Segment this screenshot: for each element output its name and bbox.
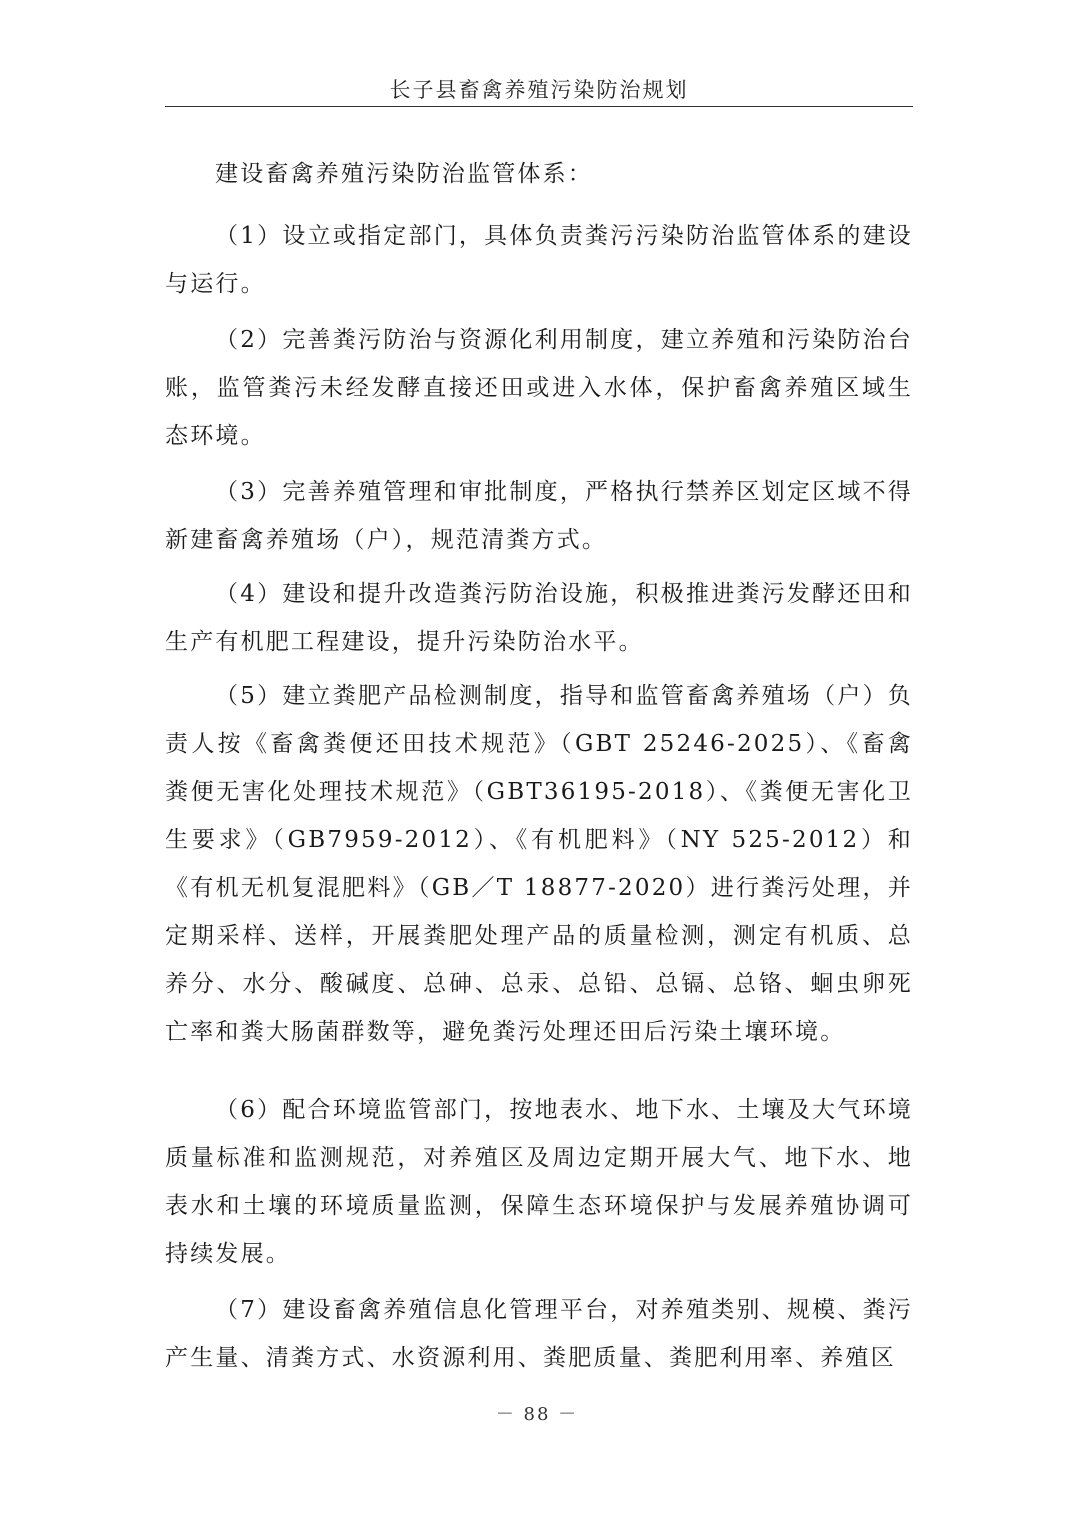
header-divider <box>165 106 913 107</box>
page-number: － 88 － <box>495 1404 579 1425</box>
document-title: 长子县畜禽养殖污染防治规划 <box>389 78 689 102</box>
paragraph-item-2: （2）完善粪污防治与资源化利用制度，建立养殖和污染防治台账，监管粪污未经发酵直接还田或进入水体，保护畜禽养殖区域生态环境。 <box>165 327 913 449</box>
paragraph-item-6: （6）配合环境监管部门，按地表水、地下水、土壤及大气环境质量标准和监测规范，对养殖区及周边定期开展大气、地下水、地表水和土壤的环境质量监测，保障生态环境保护与发展养殖协调可持续发展。 <box>165 1097 913 1267</box>
paragraph-item-3: （3）完善养殖管理和审批制度，严格执行禁养区划定区域不得新建畜禽养殖场（户），规范清粪方式。 <box>165 479 913 553</box>
paragraph-item-1: （1）设立或指定部门，具体负责粪污污染防治监管体系的建设与运行。 <box>165 223 913 297</box>
paragraph-item-4: （4）建设和提升改造粪污防治设施，积极推进粪污发酵还田和生产有机肥工程建设，提升污染防治水平。 <box>165 581 913 655</box>
paragraph-item-7: （7）建设畜禽养殖信息化管理平台，对养殖类别、规模、粪污产生量、清粪方式、水资源利用、粪肥质量、粪肥利用率、养殖区 <box>165 1297 913 1371</box>
paragraph-intro: 建设畜禽养殖污染防治监管体系： <box>215 161 593 187</box>
paragraph-item-5: （5）建立粪肥产品检测制度，指导和监管畜禽养殖场（户）负责人按《畜禽粪便还田技术规范》（GBT 25246-2025）、《畜禽粪便无害化处理技术规范》（GBT36195-2018）、《粪便无害化卫生要求》（GB7959-2012）、《有机肥料》（NY 525-2012）和《有机无机复混肥料》（GB／T 18877-2020）进行粪污处理，并定期采样、送样，开展粪肥处理产品的质量检测，测定有机质、总养分、水分、酸碱度、总砷、总汞、总铅、总镉、总铬、蛔虫卵死亡率和粪大肠菌群数等，避免粪污处理还田后污染土壤环境。 <box>165 683 913 1045</box>
